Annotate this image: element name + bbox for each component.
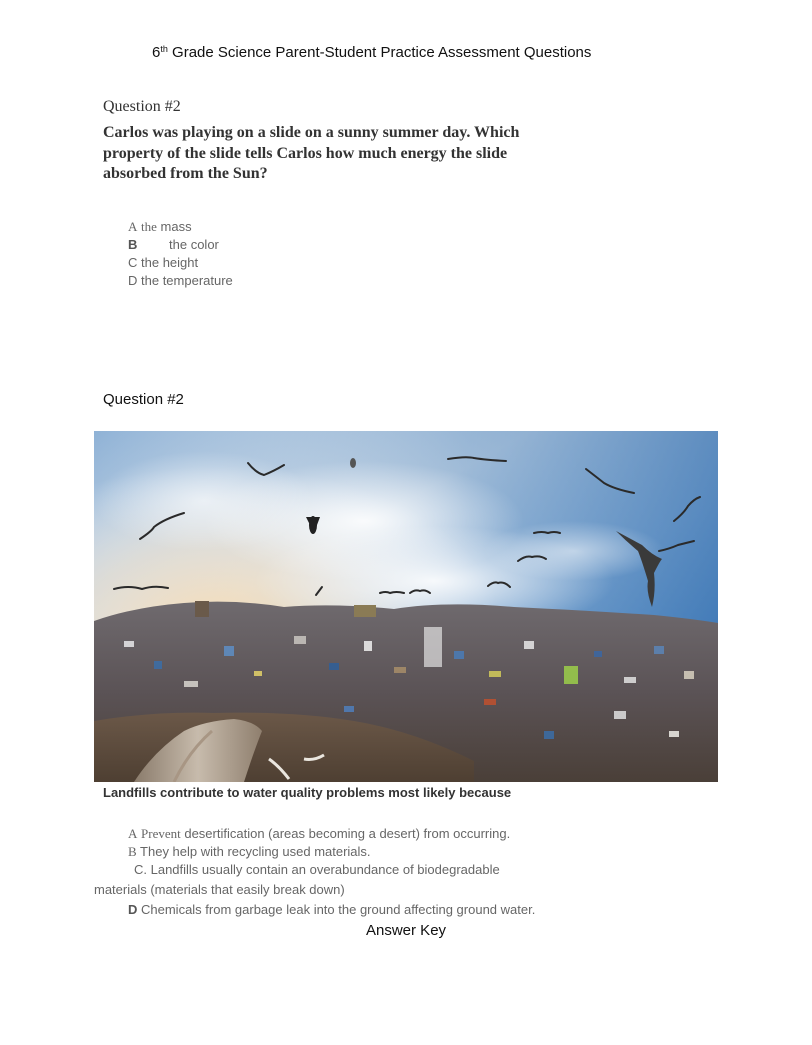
q1-choice-c [128, 255, 198, 270]
landfill-photo [94, 431, 718, 782]
document-title [152, 44, 591, 61]
title-number: 6 [152, 44, 161, 61]
question-2-text: Landfills contribute to water quality problems most likely because [103, 785, 512, 800]
q1-choice-b [128, 237, 219, 252]
choice-text: They help with recycling used materials. [136, 844, 371, 859]
choice-letter: D [128, 273, 138, 288]
q2-choice-d [128, 902, 535, 917]
q2-choice-c-continuation: materials (materials that easily break down) [94, 882, 345, 897]
choice-letter: C [128, 255, 138, 270]
choice-text: the color [169, 237, 219, 252]
choice-letter: A [128, 219, 138, 234]
q1-choice-d [128, 273, 233, 288]
title-text: Grade Science Parent-Student Practice Assessment Questions [167, 44, 592, 61]
q2-choice-c [134, 862, 500, 877]
q2-choice-a [128, 826, 510, 842]
choice-text: the temperature [141, 273, 233, 288]
title-superscript: th [160, 44, 168, 54]
choice-letter: A [128, 826, 138, 841]
choice-letter: D [128, 902, 138, 917]
answer-key-heading: Answer Key [366, 922, 447, 939]
choice-letter: B [128, 844, 137, 859]
choice-prefix: Prevent [141, 826, 181, 841]
choice-text: desertification (areas becoming a desert) from occurring. [180, 826, 511, 841]
choice-text: the height [141, 255, 199, 270]
choice-text: Landfills usually contain an overabundance of biodegradable [147, 862, 500, 877]
q2-choice-b [128, 844, 371, 860]
q1-choice-a [128, 219, 192, 235]
choice-text: mass [156, 219, 192, 234]
choice-prefix: the [141, 219, 157, 234]
question-1-text: Carlos was playing on a slide on a sunny summer day. Which property of the slide tells Carlos how much energy the slide absorbed from the Sun? [103, 124, 520, 182]
question-2-label: Question #2 [103, 391, 184, 408]
choice-letter: C. [134, 862, 147, 877]
question-1-label: Question #2 [103, 98, 181, 115]
choice-text: Chemicals from garbage leak into the ground affecting ground water. [137, 902, 536, 917]
choice-letter: B [128, 237, 138, 252]
